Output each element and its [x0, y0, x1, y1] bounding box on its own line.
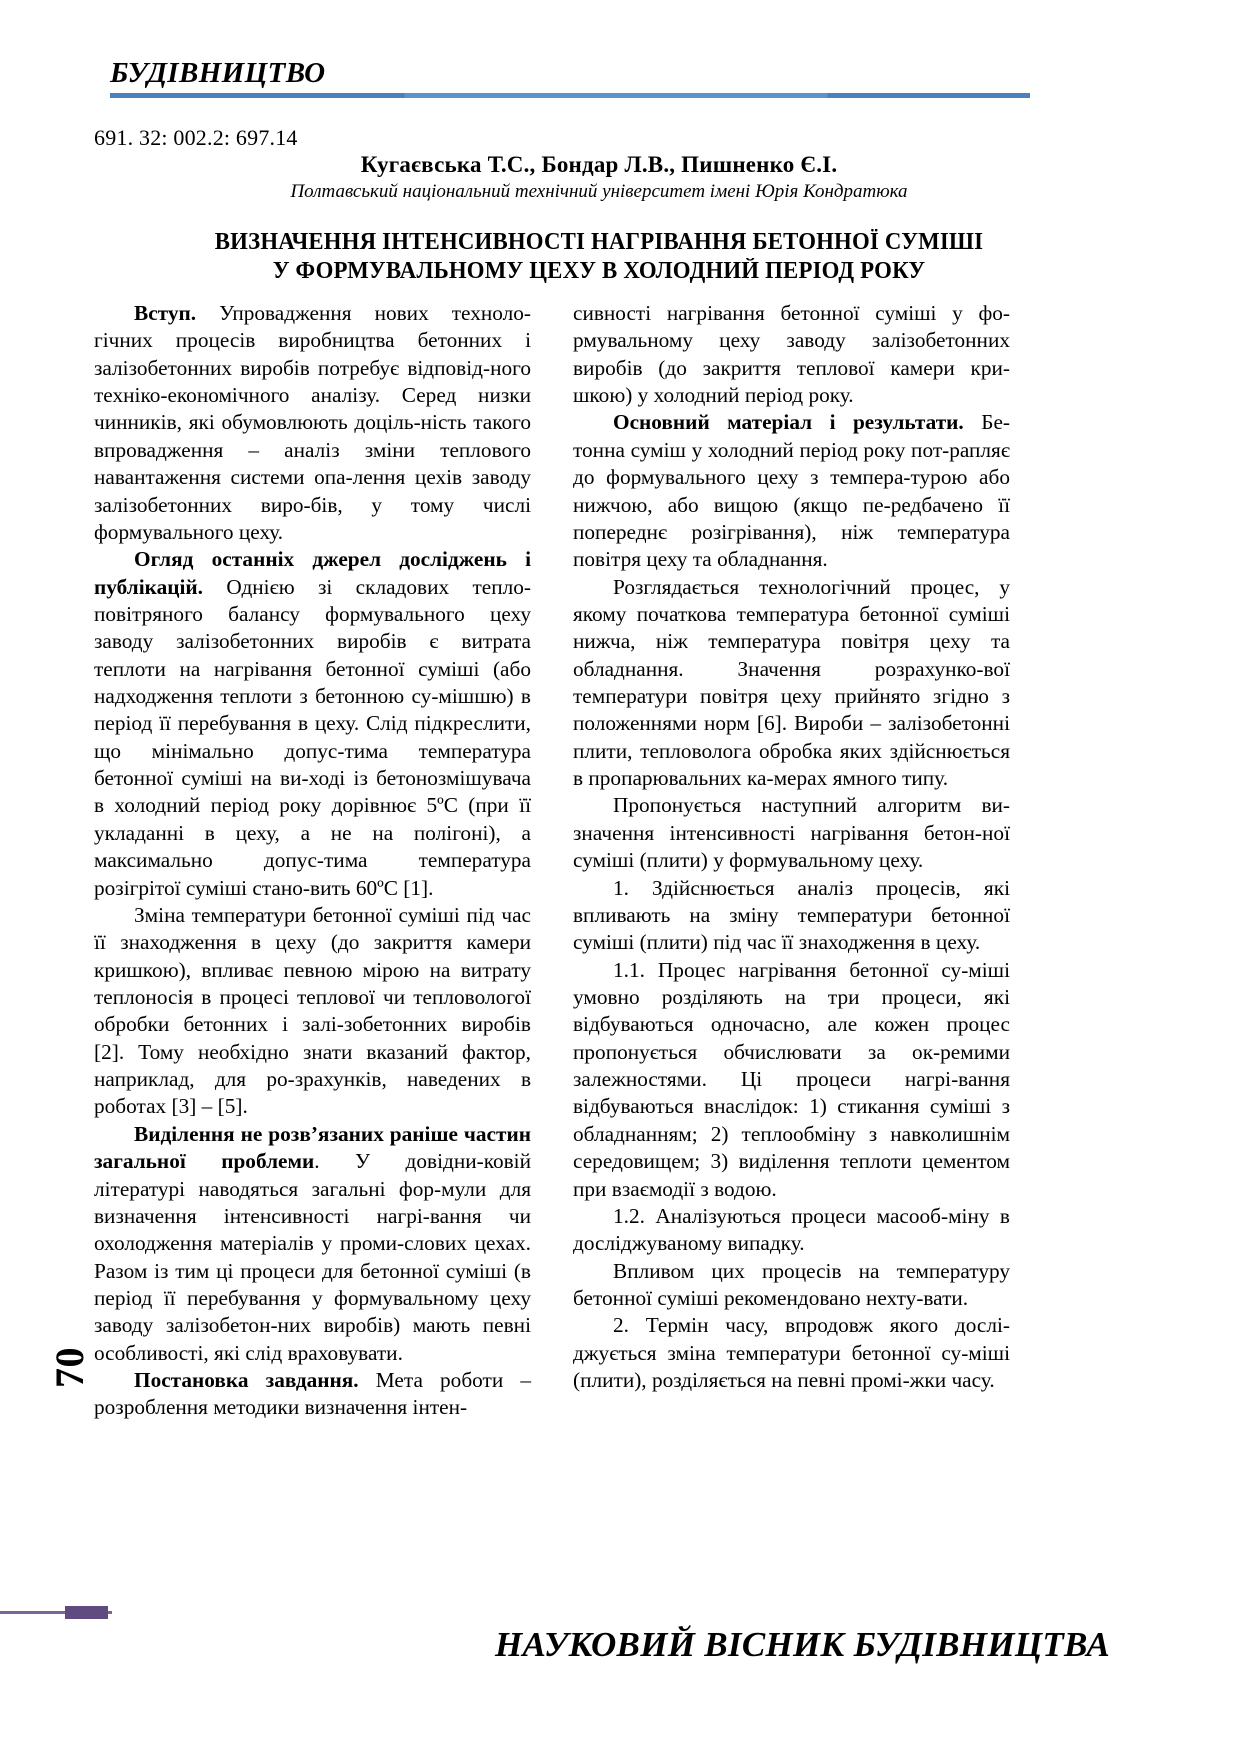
- page-title: [94, 228, 1104, 287]
- left-column: [94, 300, 531, 1422]
- right-column: [573, 300, 1010, 1422]
- page-number: 70: [47, 1347, 92, 1388]
- heading-vstup: Вступ.: [134, 301, 197, 325]
- paragraph-item-2: 2. Термін часу, впродовж якого дослі-джується зміна температури бетонної су-міші (плити), розділяється на певні промі-жки часу.: [573, 1313, 1010, 1393]
- paragraph-main-results-text: Бе-тонна суміш у холодний період року пот-рапляє до формувального цеху з темпера-турою або нижчою, або вищою (якщо пе-редбачено її попереднє розігрівання), ніж температура повітря цеху та обладнання.: [573, 410, 1010, 572]
- journal-name: НАУКОВИЙ ВІСНИК БУДІВНИЦТВА: [494, 1625, 1110, 1664]
- header-rule-divider: [110, 93, 1030, 98]
- paragraph-review: [94, 546, 531, 902]
- paragraph-task: [94, 1367, 531, 1422]
- paragraph-item-1: 1. Здійснюється аналіз процесів, які впливають на зміну температури бетонної суміші (плити) під час її знаходження в цеху.: [573, 875, 1010, 955]
- paragraph-task-text: Мета роботи – розроблення методики визначення інтен-: [94, 1368, 531, 1420]
- footer-rule-marker: [65, 1606, 108, 1619]
- heading-main-results: Основний матеріал і результати.: [613, 410, 964, 435]
- paragraph-unsolved: [94, 1121, 531, 1367]
- paragraph-intro: [94, 300, 531, 546]
- paragraph-continuation: сивності нагрівання бетонної суміші у фо-рмувальному цеху заводу залізобетонних виробів (до закриття теплової камери кри-шкою) у холодний період року.: [573, 301, 1010, 408]
- heading-review: Огляд останніх джерел досліджень і публікацій.: [94, 547, 531, 599]
- running-head-label: БУДІВНИЦТВО: [110, 57, 326, 89]
- paragraph-process: Розглядається технологічний процес, у якому початкова температура бетонної суміші нижча, ніж температура повітря цеху та обладнання. Значення розрахунко-вої температури повітря цеху прийнято згідно з положеннями норм [6]. Вироби – залізобетонні плити, тепловолога обробка яких здійснюється в пропарювальних ка-мерах ямного типу.: [573, 574, 1010, 791]
- paragraph-intro-text: Упровадження нових техноло-гічних процесів виробництва бетонних і залізобетонних виробів потребує відповід-ного техніко-економічного аналізу. Серед низки чинників, які обумовлюють доціль-ність такого впровадження – аналіз зміни теплового навантаження системи опа-лення цехів заводу залізобетонних виро-бів, у тому числі формувального цеху.: [94, 301, 531, 544]
- heading-task: Постановка завдання.: [134, 1368, 359, 1393]
- paragraph-unsolved-text: . У довідни-ковій літературі наводяться загальні фор-мули для визначення інтенсивності нагрі-вання чи охолодження матеріалів у проми-слових цехах. Разом із тим ці процеси для бетонної суміші (в період її перебування у формувальному цеху заводу залізобетон-них виробів) мають певні особливості, які слід враховувати.: [94, 1149, 531, 1365]
- paragraph-main-results: [573, 409, 1010, 573]
- paragraph-item-1-1: 1.1. Процес нагрівання бетонної су-міші умовно розділяють на три процеси, які відбуваються одночасно, але кожен процес пропонується обчислювати за ок-ремими залежностями. Ці процеси нагрі-вання відбуваються внаслідок: 1) стикання суміші з обладнанням; 2) теплообміну з навколишнім середовищем; 3) виділення теплоти цементом при взаємодії з водою.: [573, 957, 1010, 1201]
- paragraph-review-text: Однією зі складових тепло-повітряного балансу формувального цеху заводу залізобетонних виробів є витрата теплоти на нагрівання бетонної суміші (або надходження теплоти з бетонною су-мішшю) в період її перебування в цеху. Слід підкреслити, що мінімально допус-тима температура бетонної суміші на ви-ході із бетонозмішувача в холодний період року дорівнює 5ºC (при її укладанні в цеху, а не на полігоні), а максимально допус-тима температура розігрітої суміші стано-вить 60ºC [1].: [94, 574, 531, 900]
- paragraph-recommendation: Впливом цих процесів на температуру бетонної суміші рекомендовано нехту-вати.: [573, 1258, 1010, 1310]
- heading-unsolved: Виділення не розв’язаних раніше частин загальної проблеми: [94, 1121, 531, 1174]
- title-line-2: У ФОРМУВАЛЬНОМУ ЦЕХУ В ХОЛОДНИЙ ПЕРІОД РОКУ: [272, 258, 926, 285]
- article-body: [94, 300, 1110, 1422]
- paragraph-item-1-2: 1.2. Аналізуються процеси масооб-міну в досліджуваному випадку.: [573, 1203, 1010, 1256]
- running-head: [110, 58, 1030, 98]
- paragraph-temperature-change: Зміна температури бетонної суміші під час її знаходження в цеху (до закриття камери кришкою), впливає певною мірою на витрату теплоносія в процесі теплової чи тепловологої обробки бетонних і залі-зобетонних виробів [2]. Тому необхідно знати вказаний фактор, наприклад, для ро-зрахунків, наведених в роботах [3] – [5].: [94, 902, 531, 1119]
- title-line-1: ВИЗНАЧЕННЯ ІНТЕНСИВНОСТІ НАГРІВАННЯ БЕТОННОЇ СУМІШІ: [214, 229, 984, 255]
- author-list: Кугаєвська Т.С., Бондар Л.В., Пишненко Є.І.: [360, 152, 838, 177]
- affiliation: Полтавський національний технічний університет імені Юрія Кондратюка: [290, 181, 908, 202]
- udc-code: 691. 32: 002.2: 697.14: [94, 125, 298, 150]
- paragraph-algorithm: Пропонується наступний алгоритм ви-значення інтенсивності нагрівання бетон-ної суміші (плити) у формувальному цеху.: [573, 793, 1010, 873]
